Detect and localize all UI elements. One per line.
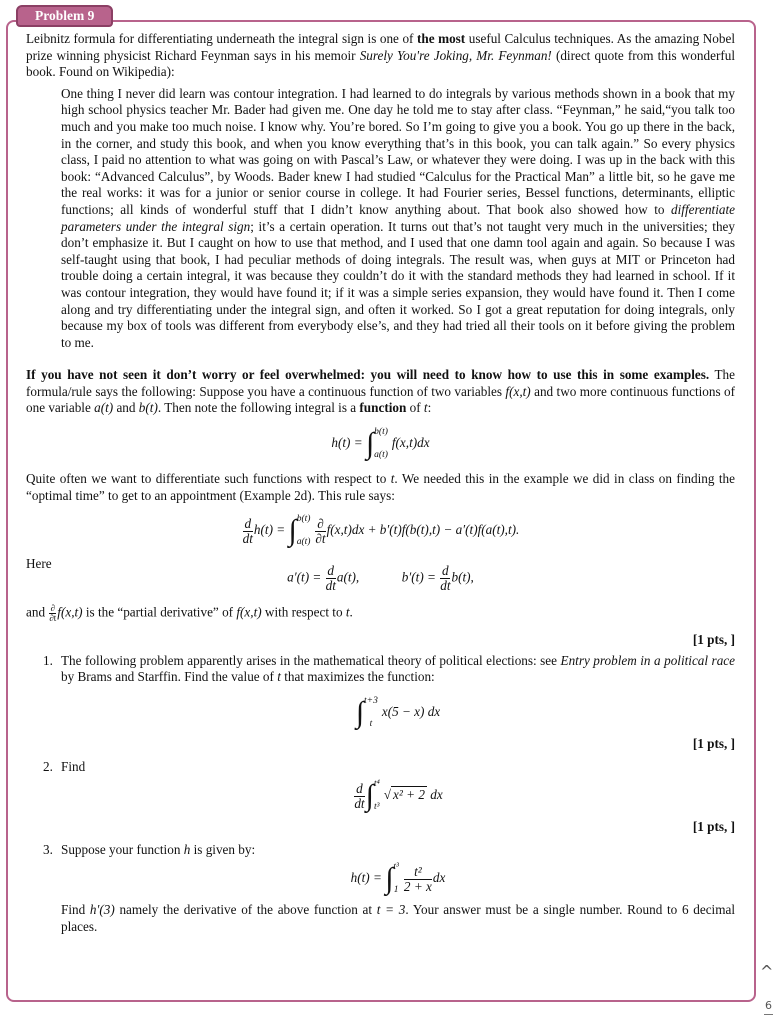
equation-h-definition: h(t) = ∫ b(t) a(t) f(x,t)dx xyxy=(331,427,430,461)
rule-paragraph: If you have not seen it don’t worry or feel overwhelmed: you will need to know how to use this in some examples. The formula/rule says the following: Suppose you have a continuous function of two variables f(x,t) and two more continuous functions of one variable a(t) and b(t). Then note the following integral is a function of t: xyxy=(26,367,736,416)
points-badge: [1 pts, ] xyxy=(692,736,735,752)
here-block xyxy=(26,556,735,600)
question-1-integral: ∫ t+3 t x(5 − x) dx xyxy=(355,696,441,730)
intro-paragraph: Leibnitz formula for differentiating underneath the integral sign is one of the most useful Calculus techniques. As the amazing Nobel prize winning physicist Richard Feynman says in his memoir Surely You're Joking, Mr. Feynman! (direct quote from this wonderful book. Found on Wikipedia): xyxy=(26,31,735,80)
scroll-up-chevron-icon[interactable]: ^ xyxy=(760,962,774,981)
question-2: 2. Find $\frac{d}{dt}$ ∫ t⁴ t³ √ x² + 2 dx xyxy=(61,759,735,814)
question-list xyxy=(43,652,735,730)
question-1: 1. The following problem apparently arises in the mathematical theory of political elections: see Entry problem in a political race by Brams and Starffin. Find the value of t that maximizes the function: ∫ t+3 t x(5 − x) dx xyxy=(43,652,735,730)
often-paragraph: Quite often we want to differentiate such functions with respect to t. We needed this in the example we did in class on finding the “optimal time” to get to an appointment (Example 2d). This rule says: xyxy=(26,471,735,503)
points-badge: [1 pts, ] xyxy=(692,819,735,835)
problem-tab: Problem 9 xyxy=(16,5,113,27)
points-badge: [1 pts, ] xyxy=(692,632,735,648)
equation-leibniz-rule: $\frac{d}{dt}$ h(t) = ∫ b(t) a(t) $\frac{\partial}{\partial t}$ f(x,t)dx + b′(t)f(b(t),t) − a′(t)f(a(t),t). xyxy=(242,514,520,548)
page-number: 6 xyxy=(765,999,772,1012)
question-2-integral: $\frac{d}{dt}$ ∫ t⁴ t³ √ x² + 2 dx xyxy=(354,779,443,813)
page-indicator-dash xyxy=(764,1014,773,1015)
partial-definition: and $\frac{\partial}{\partial t}$ f(x,t) is the “partial derivative” of f(x,t) with respect to t. xyxy=(26,603,353,624)
here-label: Here xyxy=(26,556,52,572)
question-3-integral: h(t) = ∫ t³ 1 $\frac{\text{t²}}{2 + x}$ dx xyxy=(350,862,446,896)
equation-derivatives: a′(t) = $\frac{d}{dt}$ a(t), b′(t) = $\frac{d}{dt}$ b(t), xyxy=(287,563,474,594)
problem-content xyxy=(26,31,735,936)
question-3: 3. Suppose your function h is given by: h(t) = ∫ t³ 1 $\frac{\text{t²}}{2 + x}$ dx Find h′(3) namely the derivative of the above function at t = 3. Your answer must be a single number. Round to 6 decimal places. xyxy=(43,841,735,934)
feynman-quote: One thing I never did learn was contour integration. I had learned to do integrals by various methods shown in a book that my high school physics teacher Mr. Bader had given me. One day he told me to stay after class. “Feynman,” he said,“you talk too much and you make too much noise. I know why. You’re bored. So I’m going to give you a book. You go up there in the back, in the corner, and study this book, and when you know everything that’s in this book, you can talk again.” So every physics class, I paid no attention to what was going on with Pascal’s Law, or whatever they were doing. I was up in the back with this book: “Advanced Calculus”, by Woods. Bader knew I had studied “Calculus for the Practical Man” a little bit, so he gave me the real works: it was for a junior or senior course in college. It had Fourier series, Bessel functions, determinants, elliptic functions; all kinds of wonderful stuff that I didn’t know anything about. That book also showed how to differentiate parameters under the integral sign; it’s a certain operation. It turns out that’s not taught very much in the universities; they don’t emphasize it. But I caught on how to use that method, and I used that one damn tool again and again. So because I was self-taught using that book, I had peculiar methods of doing integrals. The result was, when guys at MIT or Princeton had trouble doing a certain integral, it was because they couldn’t do it with the standard methods they had learned in school. If it was contour integration, they would have found it; if it was a simple series expansion, they would have found it. Then I come along and try differentiating under the integral sign, and often it worked. So I got a great reputation for doing integrals, only because my box of tools was different from everybody else’s, and they had tried all their tools on it before giving the problem to me. xyxy=(61,85,735,350)
